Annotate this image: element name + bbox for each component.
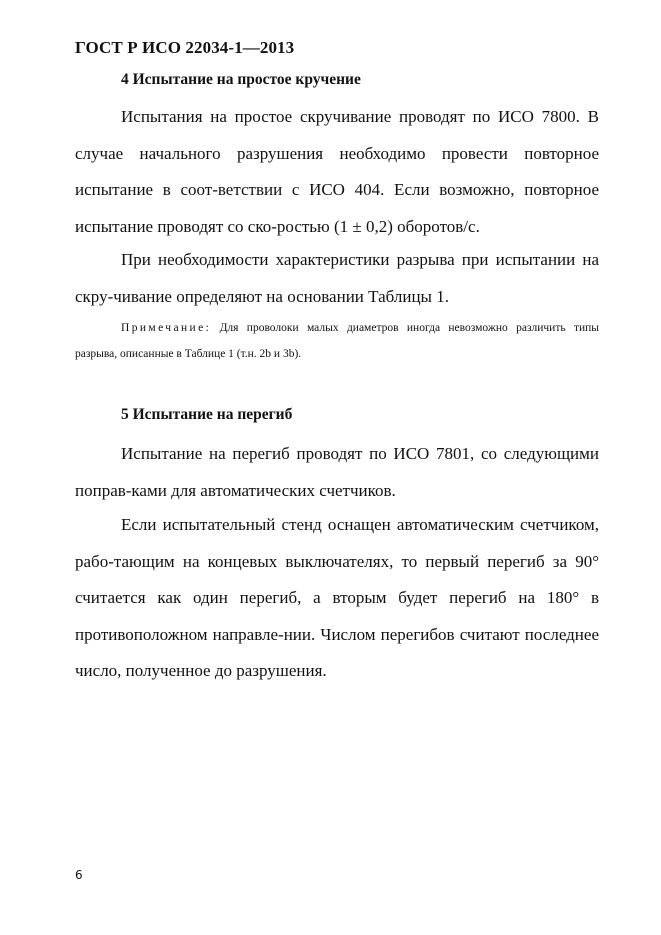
note-text: Для проволоки малых диаметров иногда невозможно различить типы разрыва, описанные в Таблице 1 (т.н. 2b и 3b).: [75, 322, 599, 360]
section-4-heading: 4 Испытание на простое кручение: [121, 71, 361, 88]
page-number: 6: [75, 868, 83, 882]
section-4-paragraph-2: При необходимости характеристики разрыва при испытании на скру-чивание определяют на основании Таблицы 1.: [75, 250, 599, 306]
document-header: ГОСТ Р ИСО 22034-1—2013: [75, 38, 295, 57]
section-5-heading: 5 Испытание на перегиб: [121, 406, 293, 423]
note-label: Примечание:: [121, 322, 212, 334]
section-4-paragraph-1: Испытания на простое скручивание проводят по ИСО 7800. В случае начального разрушения необходимо провести повторное испытание в соот-ветствии с ИСО 404. Если возможно, повторное испытание проводят со ско-ростью (1 ± 0,2) оборотов/с.: [75, 107, 599, 236]
section-5-paragraph-2: Если испытательный стенд оснащен автоматическим счетчиком, рабо-тающим на концевых выключателях, то первый перегиб за 90° считается как один перегиб, а вторым будет перегиб на 180° в противоположном направле-нии. Числом перегибов считают последнее число, полученное до разрушения.: [75, 515, 599, 680]
section-4-note: [75, 315, 599, 367]
section-5-paragraph-1: Испытание на перегиб проводят по ИСО 7801, со следующими поправ-ками для автоматических счетчиков.: [75, 444, 599, 500]
